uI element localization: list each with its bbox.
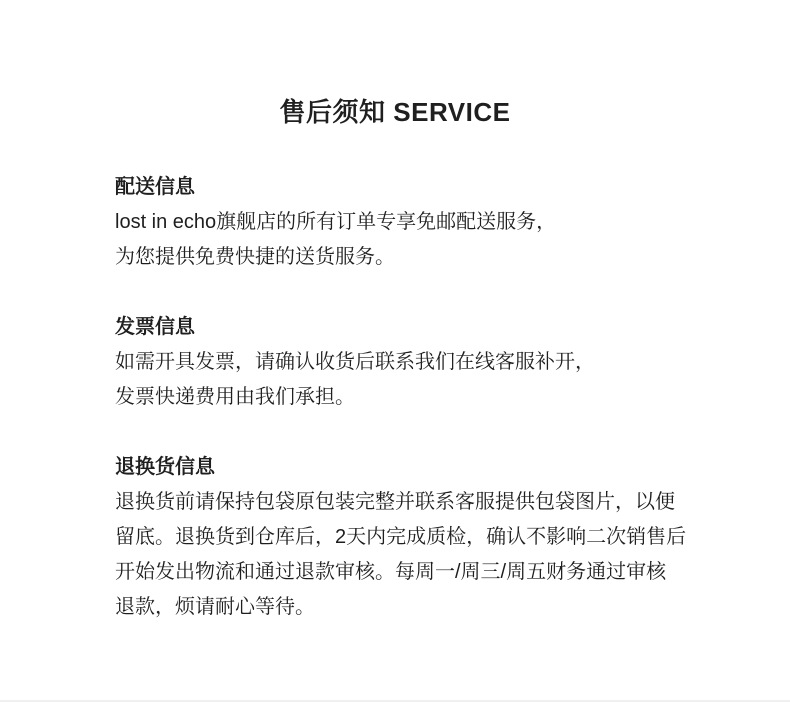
body-line: 为您提供免费快捷的送货服务。: [115, 246, 395, 268]
section-heading: 退换货信息: [115, 456, 215, 478]
bottom-edge-divider: [0, 700, 790, 702]
body-line: 留底。退换货到仓库后，2天内完成质检，确认不影响二次销售后: [115, 526, 687, 548]
body-line: 退换货前请保持包袋原包装完整并联系客服提供包袋图片，以便: [115, 491, 675, 513]
body-line: 退款，烦请耐心等待。: [115, 596, 315, 618]
section-heading: 配送信息: [115, 176, 195, 198]
section-return-exchange-info: [115, 450, 720, 625]
body-line: 开始发出物流和通过退款审核。每周一/周三/周五财务通过审核: [115, 561, 667, 583]
notice-content: [115, 170, 720, 625]
body-line: 如需开具发票，请确认收货后联系我们在线客服补开，: [115, 351, 595, 373]
page-title: 售后须知 SERVICE: [279, 97, 511, 127]
body-line: 发票快递费用由我们承担。: [115, 386, 355, 408]
section-heading: 发票信息: [115, 316, 195, 338]
section-shipping-info: [115, 170, 720, 275]
section-invoice-info: [115, 310, 720, 415]
body-line: lost in echo旗舰店的所有订单专享免邮配送服务，: [115, 211, 557, 233]
